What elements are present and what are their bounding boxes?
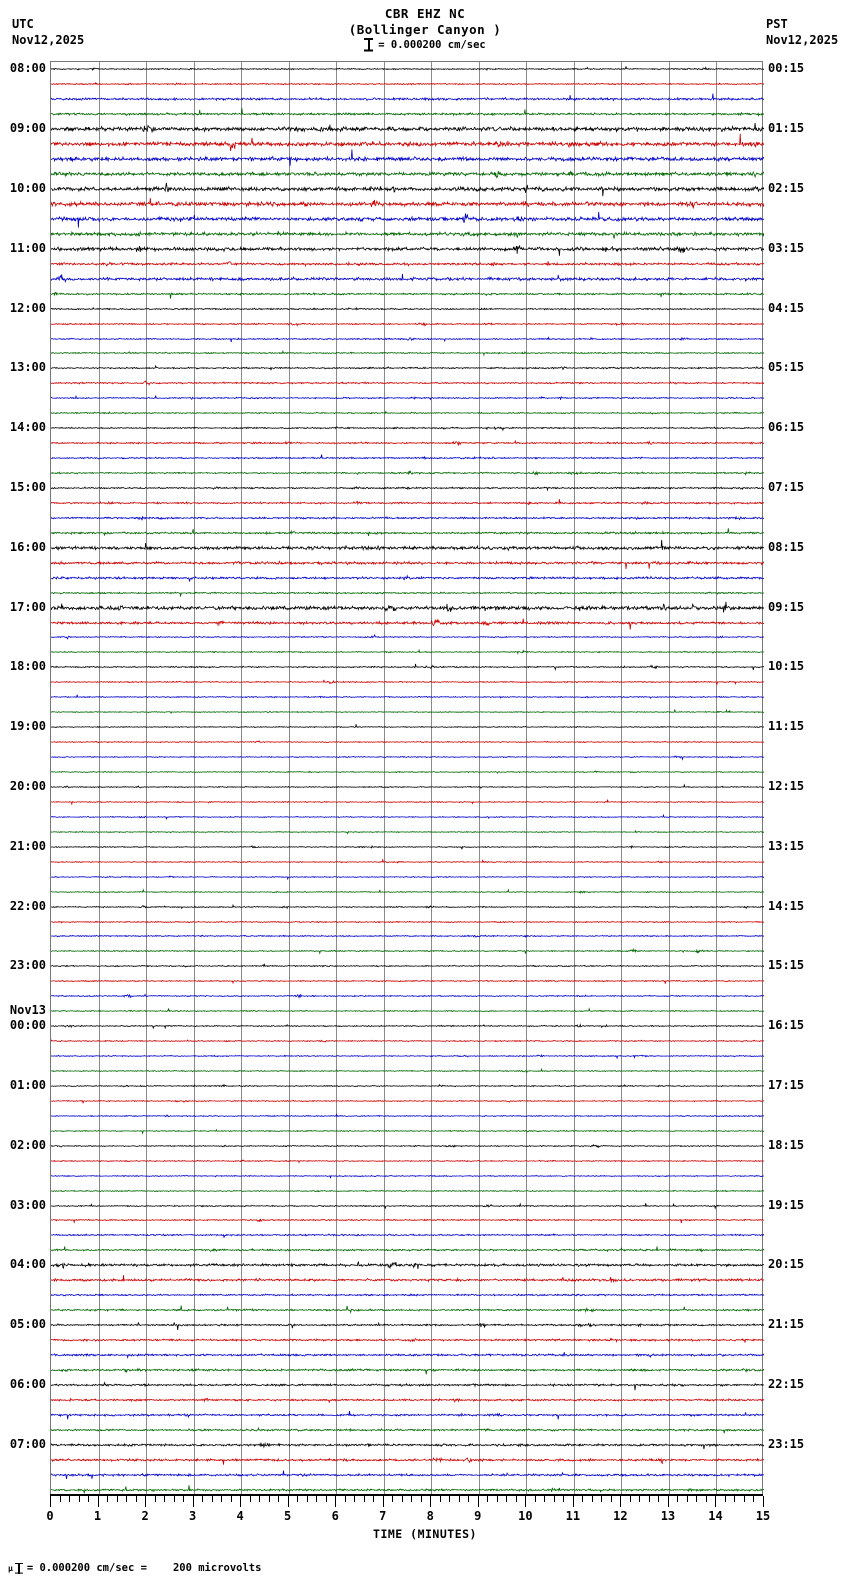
utc-hour-label-2200: 22:00 [9, 898, 46, 913]
x-tick-minor [725, 1496, 726, 1502]
grid-line-minute-9 [479, 62, 480, 1495]
utc-hour-label-0000: 00:00 [9, 1018, 46, 1033]
pst-hour-label-1515: 15:15 [768, 958, 805, 973]
x-tick-minor [126, 1496, 127, 1502]
grid-line-minute-11 [574, 62, 575, 1495]
x-tick-major-5 [288, 1496, 289, 1507]
utc-hour-label-0900: 09:00 [9, 121, 46, 136]
x-tick-label-11: 11 [565, 1509, 581, 1523]
x-tick-minor [79, 1496, 80, 1502]
x-tick-minor [297, 1496, 298, 1502]
x-tick-label-9: 9 [474, 1509, 482, 1523]
x-tick-minor [60, 1496, 61, 1502]
pst-hour-label-0115: 01:15 [768, 121, 805, 136]
x-tick-minor [687, 1496, 688, 1502]
x-tick-major-0 [50, 1496, 51, 1507]
x-tick-minor [269, 1496, 270, 1502]
x-tick-major-11 [573, 1496, 574, 1507]
x-tick-label-14: 14 [708, 1509, 723, 1523]
x-tick-minor [231, 1496, 232, 1502]
x-tick-label-8: 8 [426, 1509, 434, 1523]
x-tick-major-9 [478, 1496, 479, 1507]
x-tick-minor [706, 1496, 707, 1502]
utc-hour-label-0100: 01:00 [9, 1077, 46, 1092]
scale-bar-icon [364, 38, 373, 51]
utc-hour-label-1000: 10:00 [9, 181, 46, 196]
x-tick-minor [307, 1496, 308, 1502]
footer-scale-bar-icon [15, 1563, 23, 1574]
x-tick-minor [440, 1496, 441, 1502]
x-tick-major-12 [620, 1496, 621, 1507]
x-tick-minor [326, 1496, 327, 1502]
utc-hour-label-1800: 18:00 [9, 659, 46, 674]
x-tick-minor [392, 1496, 393, 1502]
x-tick-minor [117, 1496, 118, 1502]
x-tick-minor [174, 1496, 175, 1502]
x-tick-minor [278, 1496, 279, 1502]
x-tick-minor [677, 1496, 678, 1502]
x-tick-minor [202, 1496, 203, 1502]
left-date-label: Nov12,2025 [12, 33, 85, 47]
utc-hour-label-2000: 20:00 [9, 778, 46, 793]
x-tick-major-8 [430, 1496, 431, 1507]
utc-hour-label-2300: 23:00 [9, 958, 46, 973]
x-tick-minor [354, 1496, 355, 1502]
grid-line-minute-5 [289, 62, 290, 1495]
x-tick-minor [88, 1496, 89, 1502]
station-location: (Bollinger Canyon ) [348, 22, 502, 37]
x-tick-label-13: 13 [660, 1509, 676, 1523]
helicorder-plot[interactable] [50, 61, 763, 1496]
x-tick-minor [402, 1496, 403, 1502]
x-tick-major-1 [98, 1496, 99, 1507]
x-tick-minor [563, 1496, 564, 1502]
x-tick-minor [487, 1496, 488, 1502]
grid-line-minute-3 [194, 62, 195, 1495]
pst-hour-label-0315: 03:15 [768, 240, 805, 255]
x-tick-major-3 [193, 1496, 194, 1507]
x-tick-minor [221, 1496, 222, 1502]
x-tick-major-13 [668, 1496, 669, 1507]
pst-hour-label-2315: 23:15 [768, 1436, 805, 1451]
utc-hour-label-1100: 11:00 [9, 240, 46, 255]
pst-hour-label-0515: 05:15 [768, 360, 805, 375]
pst-hour-label-0415: 04:15 [768, 300, 805, 315]
utc-hour-label-1600: 16:00 [9, 539, 46, 554]
x-tick-minor [658, 1496, 659, 1502]
x-tick-major-15 [763, 1496, 764, 1507]
pst-hour-label-0715: 07:15 [768, 480, 805, 495]
x-tick-major-14 [715, 1496, 716, 1507]
pst-hour-label-0615: 06:15 [768, 420, 805, 435]
pst-hour-label-1415: 14:15 [768, 898, 805, 913]
x-tick-minor [753, 1496, 754, 1502]
pst-hour-label-1815: 18:15 [768, 1137, 805, 1152]
grid-line-minute-13 [669, 62, 670, 1495]
utc-hour-label-0700: 07:00 [9, 1436, 46, 1451]
x-tick-minor [696, 1496, 697, 1502]
pst-hour-label-1915: 19:15 [768, 1197, 805, 1212]
x-tick-label-4: 4 [236, 1509, 244, 1523]
grid-line-minute-2 [146, 62, 147, 1495]
grid-lines [51, 62, 762, 1495]
x-tick-minor [183, 1496, 184, 1502]
x-tick-minor [69, 1496, 70, 1502]
x-tick-major-6 [335, 1496, 336, 1507]
footer-scale-text-a: = 0.000200 cm/sec = [26, 1562, 147, 1574]
grid-line-minute-8 [431, 62, 432, 1495]
x-tick-minor [155, 1496, 156, 1502]
footer-scale-text-b: 200 microvolts [172, 1562, 262, 1574]
pst-hour-label-2115: 21:15 [768, 1317, 805, 1332]
x-tick-minor [364, 1496, 365, 1502]
x-tick-minor [506, 1496, 507, 1502]
utc-hour-label-1400: 14:00 [9, 420, 46, 435]
x-axis-ticks [50, 1496, 763, 1508]
x-axis-title: TIME (MINUTES) [373, 1527, 477, 1541]
x-tick-label-1: 1 [93, 1509, 102, 1523]
x-tick-label-12: 12 [613, 1509, 628, 1523]
x-tick-minor [744, 1496, 745, 1502]
x-tick-minor [316, 1496, 317, 1502]
pst-hour-label-0815: 08:15 [768, 539, 805, 554]
x-tick-minor [582, 1496, 583, 1502]
x-tick-minor [411, 1496, 412, 1502]
footer-scale-note [8, 1562, 261, 1574]
x-tick-minor [649, 1496, 650, 1502]
x-tick-minor [554, 1496, 555, 1502]
pst-hour-label-1715: 17:15 [768, 1077, 805, 1092]
micro-symbol: μ [8, 1563, 13, 1573]
x-tick-major-2 [145, 1496, 146, 1507]
utc-hour-label-1300: 13:00 [9, 360, 46, 375]
x-tick-label-5: 5 [284, 1509, 292, 1523]
x-tick-minor [497, 1496, 498, 1502]
pst-hour-label-0915: 09:15 [768, 599, 805, 614]
x-tick-minor [544, 1496, 545, 1502]
utc-hour-label-0500: 05:00 [9, 1317, 46, 1332]
x-tick-label-3: 3 [188, 1509, 197, 1523]
utc-hour-label-2100: 21:00 [9, 838, 46, 853]
x-tick-label-10: 10 [518, 1509, 533, 1523]
utc-hour-label-0300: 03:00 [9, 1197, 46, 1212]
x-tick-minor [136, 1496, 137, 1502]
left-timezone-label: UTC [12, 17, 34, 31]
x-tick-minor [535, 1496, 536, 1502]
x-tick-minor [107, 1496, 108, 1502]
x-tick-minor [516, 1496, 517, 1502]
x-tick-minor [212, 1496, 213, 1502]
x-tick-major-7 [383, 1496, 384, 1507]
x-tick-label-15: 15 [755, 1509, 771, 1523]
x-tick-label-0: 0 [46, 1509, 54, 1523]
x-tick-label-7: 7 [379, 1509, 387, 1523]
utc-hour-label-1200: 12:00 [9, 300, 46, 315]
x-tick-minor [601, 1496, 602, 1502]
x-tick-minor [459, 1496, 460, 1502]
grid-line-minute-6 [336, 62, 337, 1495]
pst-hour-label-1115: 11:15 [768, 719, 805, 734]
scale-reference-text: = 0.000200 cm/sec [378, 38, 486, 51]
x-tick-minor [611, 1496, 612, 1502]
x-tick-minor [250, 1496, 251, 1502]
x-tick-minor [639, 1496, 640, 1502]
utc-hour-label-0400: 04:00 [9, 1257, 46, 1272]
x-tick-major-4 [240, 1496, 241, 1507]
utc-hour-label-0200: 02:00 [9, 1137, 46, 1152]
x-tick-minor [449, 1496, 450, 1502]
pst-hour-label-1615: 16:15 [768, 1018, 805, 1033]
pst-hour-label-2015: 20:15 [768, 1257, 805, 1272]
utc-hour-label-1500: 15:00 [9, 480, 46, 495]
x-tick-minor [373, 1496, 374, 1502]
x-tick-minor [734, 1496, 735, 1502]
x-tick-minor [630, 1496, 631, 1502]
x-tick-minor [592, 1496, 593, 1502]
station-title: CBR EHZ NC [384, 6, 466, 21]
right-timezone-label: PST [766, 17, 788, 31]
x-tick-major-10 [525, 1496, 526, 1507]
grid-line-minute-12 [621, 62, 622, 1495]
utc-hour-label-1700: 17:00 [9, 599, 46, 614]
x-tick-minor [259, 1496, 260, 1502]
grid-line-minute-4 [241, 62, 242, 1495]
x-tick-minor [164, 1496, 165, 1502]
right-date-label: Nov12,2025 [766, 33, 839, 47]
utc-hour-label-0600: 06:00 [9, 1376, 46, 1391]
pst-hour-label-2215: 22:15 [768, 1376, 805, 1391]
grid-line-minute-7 [384, 62, 385, 1495]
grid-line-minute-14 [716, 62, 717, 1495]
utc-hour-label-1900: 19:00 [9, 719, 46, 734]
grid-line-minute-1 [99, 62, 100, 1495]
x-tick-minor [345, 1496, 346, 1502]
day-break-label: Nov13 [9, 1003, 46, 1018]
grid-line-minute-10 [526, 62, 527, 1495]
pst-hour-label-1215: 12:15 [768, 778, 805, 793]
pst-hour-label-1315: 13:15 [768, 838, 805, 853]
x-tick-minor [421, 1496, 422, 1502]
x-tick-minor [468, 1496, 469, 1502]
pst-hour-label-0015: 00:15 [768, 61, 805, 76]
pst-hour-label-0215: 02:15 [768, 181, 805, 196]
scale-reference [0, 38, 850, 51]
x-tick-label-2: 2 [141, 1509, 149, 1523]
utc-hour-label-0800: 08:00 [9, 61, 46, 76]
x-tick-label-6: 6 [331, 1509, 339, 1523]
pst-hour-label-1015: 10:15 [768, 659, 805, 674]
